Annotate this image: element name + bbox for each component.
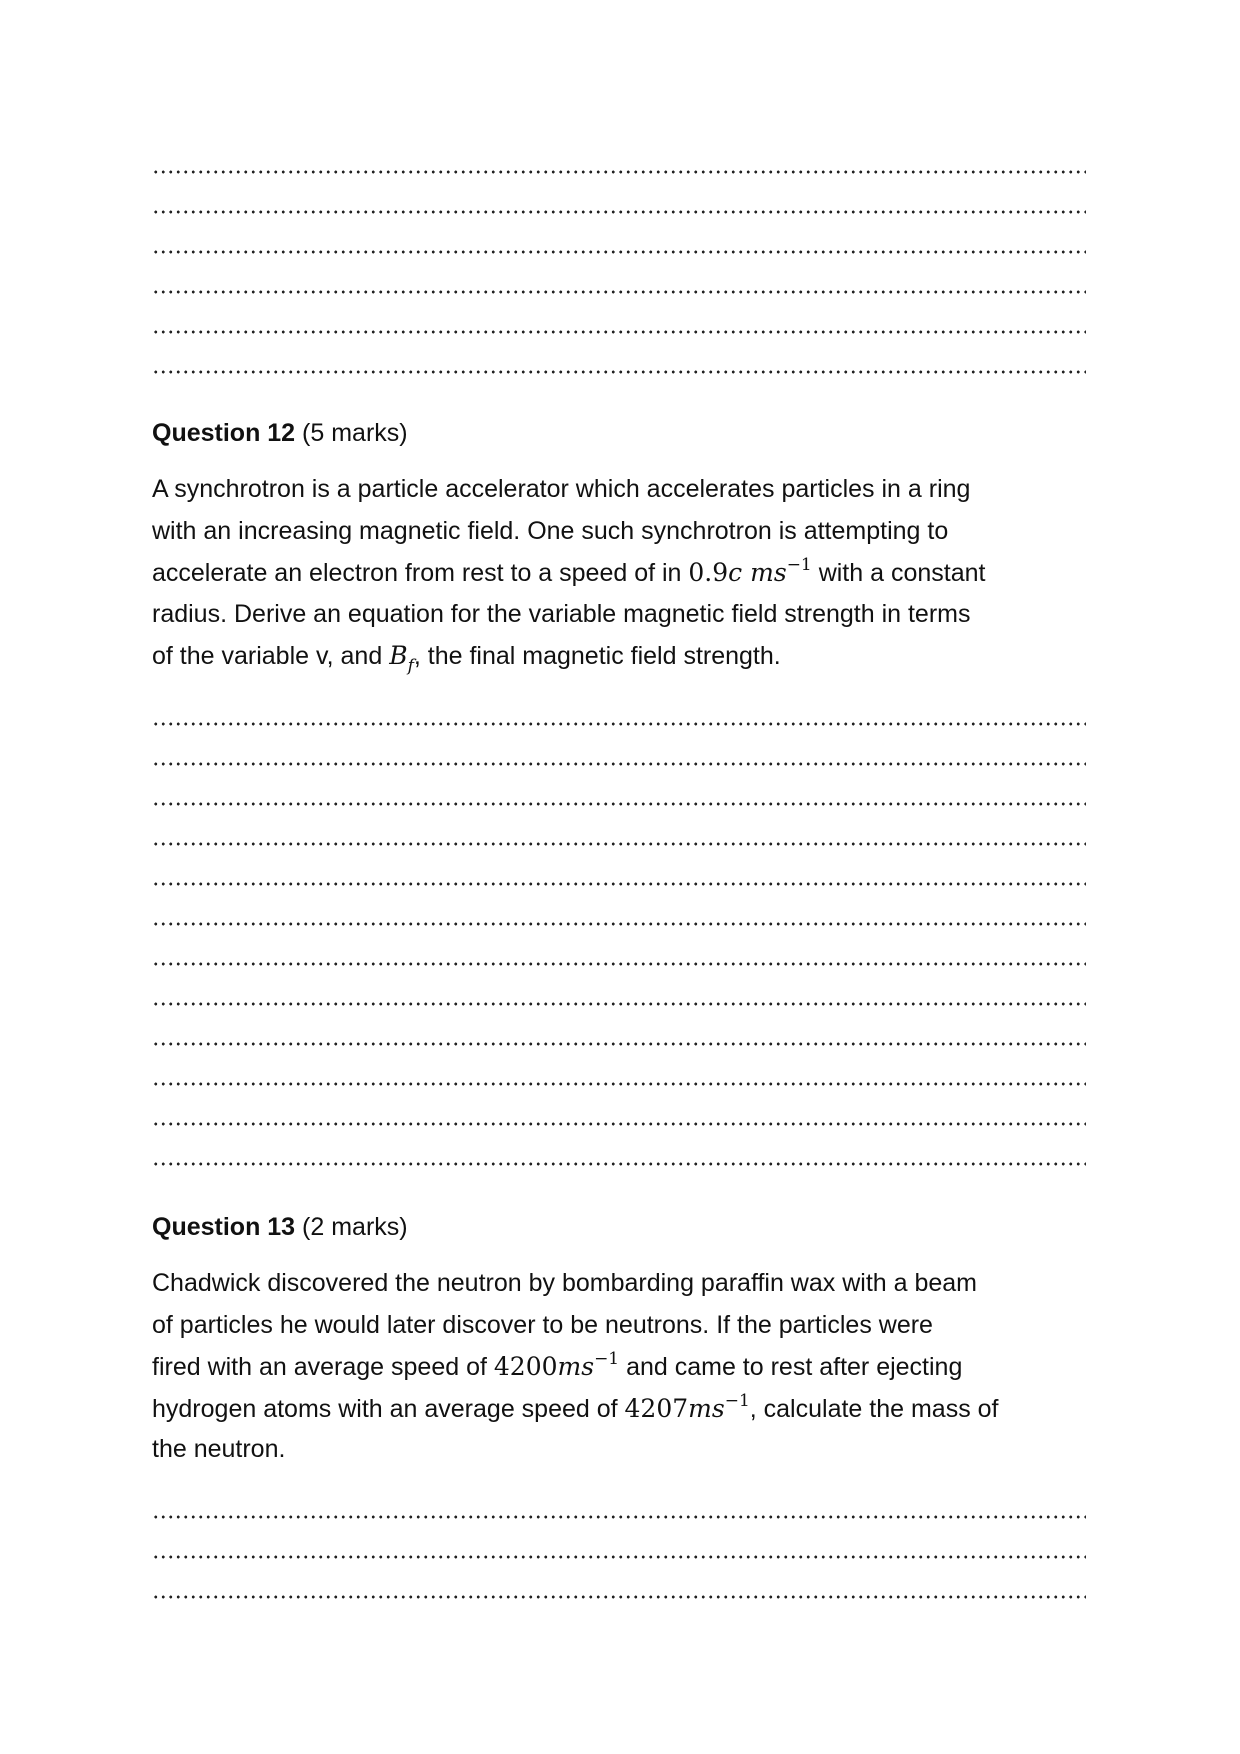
- math-exponent: −1: [594, 1349, 620, 1370]
- answer-line[interactable]: [152, 170, 1086, 174]
- answer-line[interactable]: [152, 1555, 1086, 1559]
- math-subscript: f: [407, 656, 414, 677]
- text-line: radius. Derive an equation for the variable magnetic field strength in terms: [152, 599, 971, 628]
- question-12-label: Question 12: [152, 419, 296, 447]
- math-exponent: −1: [724, 1390, 750, 1411]
- answer-line[interactable]: [152, 842, 1086, 846]
- text-fragment: and came to rest after ejecting: [619, 1353, 963, 1382]
- answer-line[interactable]: [152, 1002, 1086, 1006]
- math-unit: ms: [688, 1393, 725, 1423]
- math-variable: c: [728, 558, 743, 588]
- question-13-marks: (2 marks): [295, 1213, 408, 1241]
- text-fragment: accelerate an electron from rest to a speed of in: [152, 559, 689, 588]
- math-number: 4207: [624, 1393, 689, 1423]
- answer-line[interactable]: [152, 330, 1086, 334]
- math-variable: B: [389, 641, 408, 671]
- text-line: [152, 635, 1112, 677]
- speed-2-expression: [624, 1390, 750, 1423]
- bf-symbol: [389, 641, 414, 677]
- text-line: [152, 1346, 1112, 1388]
- speed-1-expression: [493, 1349, 620, 1382]
- text-fragment: fired with an average speed of: [152, 1353, 494, 1382]
- answer-line[interactable]: [152, 922, 1086, 926]
- text-line: Chadwick discovered the neutron by bombarding paraffin wax with a beam: [152, 1269, 977, 1297]
- answer-line[interactable]: [152, 802, 1086, 806]
- answer-line[interactable]: [152, 1122, 1086, 1126]
- math-number: 4200: [493, 1352, 558, 1382]
- answer-line[interactable]: [152, 1515, 1086, 1519]
- answer-line[interactable]: [152, 1595, 1086, 1599]
- math-exponent: −1: [786, 555, 812, 576]
- answer-line[interactable]: [152, 1042, 1086, 1046]
- speed-expression: [688, 555, 812, 588]
- answer-line[interactable]: [152, 722, 1086, 726]
- text-line: the neutron.: [152, 1435, 286, 1464]
- text-fragment: , calculate the mass of: [749, 1394, 999, 1423]
- text-line: [152, 1388, 1112, 1430]
- question-13-label: Question 13: [152, 1213, 296, 1241]
- question-12-text: [152, 469, 1112, 677]
- text-line: A synchrotron is a particle accelerator which accelerates particles in a ring: [152, 475, 971, 503]
- math-unit: ms: [750, 558, 787, 588]
- answer-line[interactable]: [152, 962, 1086, 966]
- text-fragment: with a constant: [811, 559, 986, 588]
- text-line: [152, 552, 1112, 594]
- text-fragment: of the variable v, and: [152, 642, 390, 671]
- math-unit: ms: [557, 1352, 595, 1382]
- answer-line[interactable]: [152, 1082, 1086, 1086]
- answer-line[interactable]: [152, 370, 1086, 374]
- text-line: of particles he would later discover to be neutrons. If the particles were: [152, 1310, 933, 1339]
- text-line: with an increasing magnetic field. One such synchrotron is attempting to: [152, 516, 949, 545]
- question-13-heading: [152, 1212, 408, 1242]
- answer-line[interactable]: [152, 250, 1086, 254]
- answer-line[interactable]: [152, 210, 1086, 214]
- answer-line[interactable]: [152, 762, 1086, 766]
- math-number: 0.9: [688, 558, 729, 588]
- answer-line[interactable]: [152, 882, 1086, 886]
- answer-line[interactable]: [152, 290, 1086, 294]
- answer-line[interactable]: [152, 1162, 1086, 1166]
- question-13-text: [152, 1263, 1112, 1471]
- question-12-heading: [152, 418, 408, 448]
- question-12-marks: (5 marks): [295, 419, 408, 447]
- text-fragment: hydrogen atoms with an average speed of: [152, 1394, 625, 1423]
- text-fragment: , the final magnetic field strength.: [413, 642, 781, 671]
